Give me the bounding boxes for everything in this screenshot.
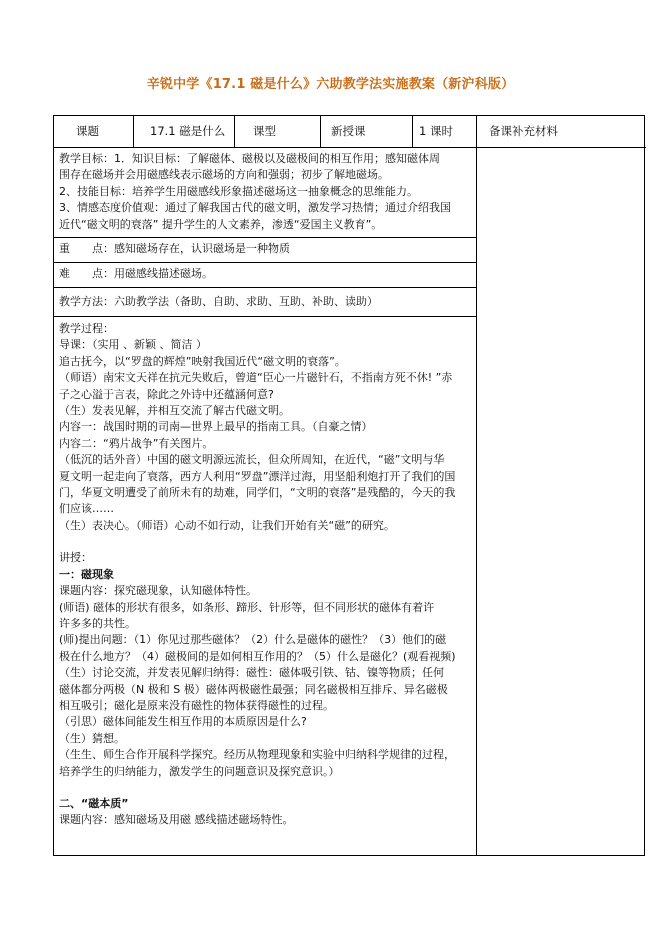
process-line: 追古抚今，以“罗盘的辉煌”映射我国近代“磁文明的衰落”。	[59, 354, 346, 368]
process-line: (师语) 磁体的形状有很多，如条形、蹄形、针形等，但不同形状的磁体有着许	[59, 600, 435, 614]
lecture-heading: 讲授：	[59, 551, 92, 565]
process-line: 极在什么地方？（4）磁极间的是如何相互作用的？（5）什么是磁化？(观看视频)	[59, 649, 456, 663]
goals-line-4: 3、情感态度价值观：通过了解我国古代的磁文明，激发学习热情；通过介绍我国	[59, 201, 451, 215]
goals-line-1: 教学目标：1．知识目标：了解磁体、磁极以及磁极间的相互作用；感知磁体周	[59, 152, 440, 165]
process-line: （生）讨论交流，并发表见解归纳得：磁性：磁体吸引铁、钴、镍等物质；任何	[59, 666, 444, 680]
key-points-text: 重 点：感知磁场存在，认识磁场是一种物质	[59, 242, 290, 255]
process-line: 磁体都分两极（N 极和 S 极）磁体两极磁性最强；同名磁极相互排斥、异名磁极	[59, 682, 448, 696]
process-line: （生）表决心。（师语）心动不如行动，让我们开始有关“磁”的研究。	[59, 518, 395, 532]
process-line: 内容二：“鸦片战争”有关图片。	[59, 436, 214, 450]
header-topic-label: 课题	[54, 116, 134, 147]
process-line: 相互吸引；磁化是原来没有磁性的物体获得磁性的过程。	[59, 698, 334, 712]
table-header-row	[54, 116, 646, 148]
process-line: (师)提出问题：（1）你见过那些磁体？（2）什么是磁体的磁性？（3）他们的磁	[59, 633, 447, 647]
process-line: （引思）磁体间能发生相互作用的本质原因是什么?	[59, 715, 307, 729]
process-line: （生生、师生合作开展科学探究。经历从物理现象和实验中归纳科学规律的过程，	[59, 748, 455, 762]
header-supplement: 备课补充材料	[489, 124, 558, 138]
process-line: 夏文明一起走向了衰落，西方人利用“罗盘”漂洋过海，用坚船利炮打开了我们的国	[59, 469, 456, 483]
process-line: 门，华夏文明遭受了前所未有的劫难，同学们，“文明的衰落”是残酷的，今天的我	[59, 486, 456, 500]
teaching-method	[54, 288, 476, 317]
header-type-value: 新授课	[321, 116, 413, 147]
key-points	[54, 238, 476, 263]
teaching-method-text: 教学方法：六助教学法（备助、自助、求助、互助、补助、读助）	[59, 295, 378, 308]
section-2-title: 二、“磁本质”	[59, 796, 129, 810]
process-line: 内容一：战国时期的司南—世界上最早的指南工具。（自豪之情）	[59, 420, 373, 434]
process-line: 导课：（实用 、新颖 、简洁 ）	[59, 338, 207, 352]
goals-line-3: 2、技能目标：培养学生用磁感线形象描述磁场这一抽象概念的思维能力。	[59, 184, 418, 198]
process-line: 培养学生的归纳能力，激发学生的问题意识及探究意识。）	[59, 764, 340, 778]
goals-line-2: 围存在磁场并会用磁感线表示磁场的方向和强弱；初步了解地磁场。	[59, 168, 389, 182]
section-1-title: 一：磁现象	[59, 567, 114, 581]
process-line: （师语）南宋文天祥在抗元失败后，曾道“臣心一片磁针石，不指南方死不休! ”赤	[59, 371, 453, 385]
header-topic-value: 17.1 磁是什么	[134, 116, 235, 147]
document-title: 辛锐中学《17.1 磁是什么》六助教学法实施教案（新沪科版）	[146, 77, 515, 92]
process-heading: 教学过程：	[59, 322, 114, 335]
goals-line-5: 近代“磁文明的衰落” 提升学生的人文素养，渗透“爱国主义教育”。	[59, 217, 383, 231]
process-line: 子之心溢于言表，除此之外诗中还蕴涵何意?	[59, 387, 274, 401]
main-column	[54, 148, 477, 855]
process-line: 课题内容：探究磁现象，认知磁体特性。	[59, 584, 257, 598]
difficult-points-text: 难 点：用磁感线描述磁场。	[59, 267, 213, 280]
process-line: （生）猜想。	[59, 731, 125, 745]
teaching-process	[54, 317, 476, 855]
process-line: （低沉的话外音）中国的磁文明源远流长，但众所周知，在近代，“磁”文明与华	[59, 453, 445, 467]
difficult-points	[54, 263, 476, 288]
teaching-goals	[54, 148, 476, 238]
header-period: 1 课时	[413, 116, 477, 147]
process-line: （生）发表见解，并相互交流了解古代磁文明。	[59, 404, 290, 418]
header-type-label: 课型	[235, 116, 321, 147]
lesson-plan-table	[53, 115, 645, 856]
process-line: 们应该……	[59, 502, 114, 516]
process-line: 课题内容：感知磁场及用磁 感线描述磁场特性。	[59, 813, 294, 827]
process-line: 许多多的共性。	[59, 616, 136, 630]
